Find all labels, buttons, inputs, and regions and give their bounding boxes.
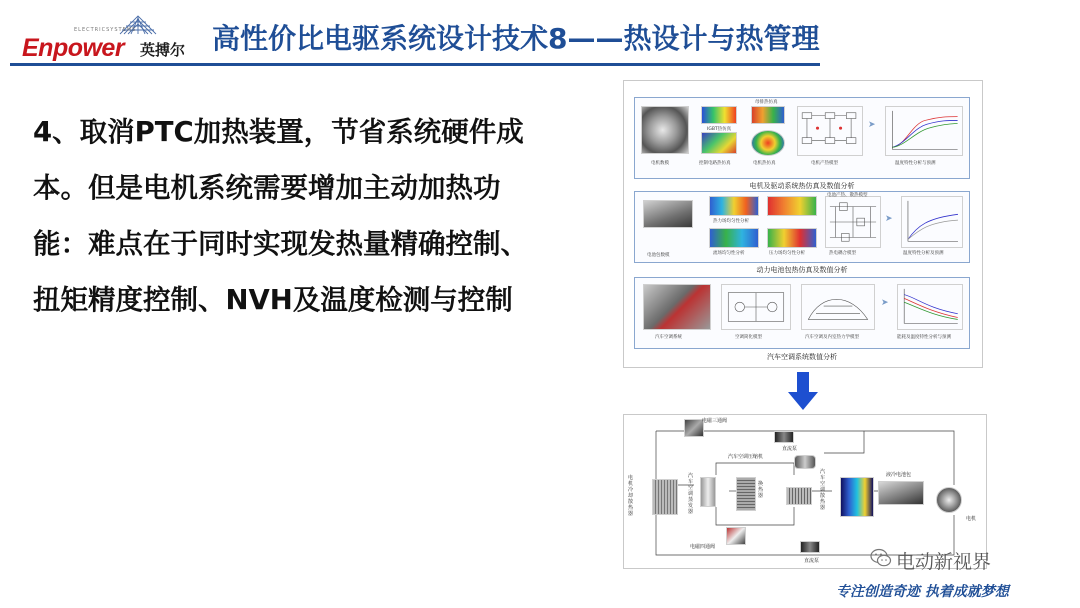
compressor-image <box>794 455 816 469</box>
thermal-management-schematic <box>623 414 987 569</box>
panel3-caption: 汽车空调系统数值分析 <box>767 353 837 361</box>
panel2-caption: 动力电池包热仿真及数值分析 <box>756 266 848 274</box>
evaporator-label: 汽车空调蒸发器 <box>688 473 694 515</box>
control-circuit-thumb <box>701 132 737 154</box>
body-paragraph: 4、取消PTC加热装置，节省系统硬件成本。但是电机系统需要增加主动加热功能：难点在于同时实现发热量精确控制、扭矩精度控制、NVH及温度检测与控制 <box>33 116 528 316</box>
enpower-logo <box>22 12 212 62</box>
panel1-label: 电机产热模型 <box>811 161 838 166</box>
battery-heat-map-image <box>840 477 874 517</box>
panel1-caption: 电机及驱动系统热仿真及数值分析 <box>749 182 855 190</box>
panel1-label: IGBT热仿真 <box>707 127 732 132</box>
battery-heat-model-diagram <box>825 196 881 248</box>
battery-pack-panel <box>634 191 970 263</box>
panel1-label: 电机数模 <box>651 161 669 166</box>
busbar-thermal-thumb <box>751 106 785 124</box>
panel2-label: 热电耦合模型 <box>829 251 856 256</box>
thermal-simulation-figure <box>623 80 983 368</box>
compressor-label: 汽车空调压缩机 <box>728 454 764 460</box>
wechat-account-name: 电动新视界 <box>896 551 992 573</box>
pump-bottom-label: 直流泵 <box>804 558 820 564</box>
ac-system-panel <box>634 277 970 349</box>
battery-pack-image <box>878 481 924 505</box>
panel2-label: 电池包数模 <box>647 253 670 258</box>
arrow-right-icon: ➤ <box>885 214 893 224</box>
panel3-label: 能耗及温度特性分析与预测 <box>897 335 951 340</box>
motor-radiator-label: 电机冷却散热器 <box>628 475 634 517</box>
battery-pack-model-thumb <box>643 200 693 228</box>
slide-title: 高性价比电驱系统设计技术8——热设计与热管理 <box>212 22 820 55</box>
panel1-label: 控制电路热仿真 <box>699 161 731 166</box>
cabin-thermodynamic-model-diagram <box>801 284 875 330</box>
arrow-down-icon <box>786 372 820 412</box>
arrow-right-icon: ➤ <box>868 120 876 130</box>
valve3-label: 电磁三通阀 <box>702 418 728 424</box>
panel1-label: 母排热仿真 <box>755 100 778 105</box>
pressure-uniformity-thumb <box>767 228 817 248</box>
motor-model-thumb <box>641 106 689 154</box>
igbt-thermal-thumb <box>701 106 737 124</box>
temperature-prediction-chart <box>885 106 963 156</box>
motor-label: 电机 <box>966 516 977 522</box>
panel2-label: 压力场均匀性分析 <box>769 251 805 256</box>
motor-heat-model-diagram <box>797 106 863 156</box>
motor-radiator-image <box>652 479 678 515</box>
pump-top-image <box>774 431 794 443</box>
logo-chinese-name: 英搏尔 <box>140 41 186 59</box>
ac-system-thumb <box>643 284 711 330</box>
logo-wordmark: Enpower <box>22 34 125 62</box>
motor-thermal-thumb <box>751 130 785 156</box>
energy-temperature-chart <box>897 284 963 330</box>
title-underline <box>10 63 820 66</box>
ac-simplified-model-diagram <box>721 284 791 330</box>
condenser-image <box>786 487 812 505</box>
panel1-label: 温度特性分析与预测 <box>895 161 936 166</box>
wechat-icon <box>870 548 892 568</box>
panel2-label: 电池产热、散热模型 <box>827 193 868 198</box>
motor-drive-panel <box>634 97 970 179</box>
wechat-watermark <box>870 547 1060 571</box>
company-slogan: 专注创造奇迹 执着成就梦想 <box>836 584 1009 600</box>
logo-subtitle: ELECTRICSYSTEMS <box>74 27 137 33</box>
valve4-image <box>726 527 746 545</box>
panel3-label: 汽车空调及内室热力学模型 <box>805 335 859 340</box>
battery-label: 液冷电池包 <box>886 472 912 478</box>
pump-top-label: 直流泵 <box>782 446 798 452</box>
heat-exchanger-label: 换热器 <box>758 481 764 499</box>
panel2-label: 流场均匀性分析 <box>713 251 745 256</box>
panel2-label: 热力场均匀性分析 <box>713 219 749 224</box>
heat-exchanger-image <box>736 477 756 511</box>
panel3-label: 空调简化模型 <box>735 335 762 340</box>
pressure-field-thumb <box>767 196 817 216</box>
panel3-label: 汽车空调系统 <box>655 335 682 340</box>
condenser-label: 汽车空调散热器 <box>820 469 826 511</box>
evaporator-image <box>700 477 716 507</box>
panel1-label: 电机热仿真 <box>753 161 776 166</box>
valve3-image <box>684 419 704 437</box>
motor-image <box>936 487 962 513</box>
pump-bottom-image <box>800 541 820 553</box>
panel2-label: 温度特性分析及预测 <box>903 251 944 256</box>
arrow-right-icon: ➤ <box>881 298 889 308</box>
flow-field-thumb <box>709 228 759 248</box>
thermal-field-thumb <box>709 196 759 216</box>
valve4-label: 电磁四通阀 <box>690 544 716 550</box>
battery-temperature-chart <box>901 196 963 248</box>
